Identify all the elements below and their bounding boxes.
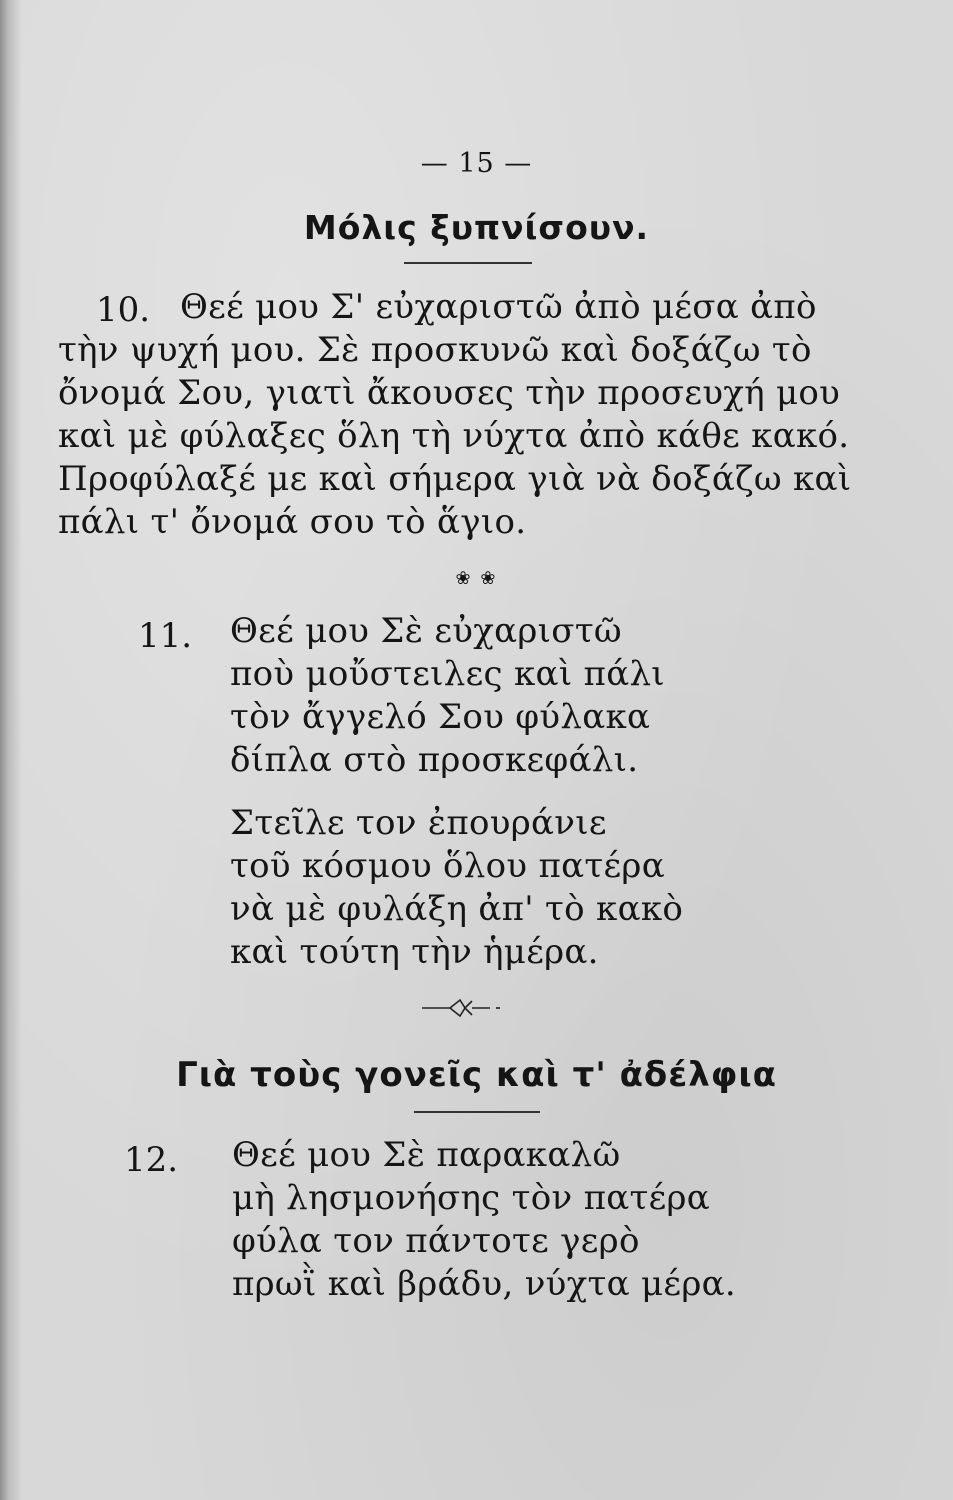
poem-11-line-7: νὰ μὲ φυλάξη ἀπ' τὸ κακὸ [230, 889, 684, 929]
paragraph-10-line-1: Θεέ μου Σ' εὐχαριστῶ ἀπὸ μέσα ἀπὸ [180, 287, 817, 327]
paragraph-10-line-6: πάλι τ' ὄνομά σου τὸ ἅγιο. [58, 502, 527, 542]
poem-11-line-8: καὶ τούτη τὴν ἡμέρα. [230, 932, 599, 972]
fleuron-ornament [420, 995, 510, 1021]
poem-12-line-1: Θεέ μου Σὲ παρακαλῶ [232, 1135, 621, 1175]
poem-12-line-4: πρωῒ καὶ βράδυ, νύχτα μέρα. [232, 1264, 736, 1304]
paragraph-10-line-5: Προφύλαξέ με καὶ σήμερα γιὰ νὰ δοξάζω καὶ [58, 459, 852, 499]
page-number: — 15 — [420, 148, 533, 179]
paragraph-10-line-3: ὄνομά Σου, γιατὶ ἄκουσες τὴν προσευχή μου [58, 373, 841, 413]
paragraph-number-12: 12. [124, 1140, 179, 1180]
poem-11-line-3: τὸν ἄγγελό Σου φύλακα [230, 697, 651, 737]
poem-11-line-2: ποὺ μοὔστειλες καὶ πάλι [230, 654, 665, 694]
poem-12-line-2: μὴ λησμονήσης τὸν πατέρα [232, 1178, 711, 1218]
poem-12-line-3: φύλα τον πάντοτε γερὸ [232, 1221, 640, 1261]
heading-rule [404, 262, 532, 264]
heading-rule [414, 1111, 540, 1113]
section-heading-parents: Γιὰ τοὺς γονεῖς καὶ τ' ἀδέλφια [176, 1055, 777, 1095]
poem-11-line-5: Στεῖλε τον ἐπουράνιε [230, 803, 607, 843]
paragraph-10-line-2: τὴν ψυχή μου. Σὲ προσκυνῶ καὶ δοξάζω τὸ [58, 330, 812, 370]
poem-11-line-6: τοῦ κόσμου ὅλου πατέρα [230, 846, 665, 886]
paragraph-number-10: 10. [96, 290, 151, 330]
poem-11-line-4: δίπλα στὸ προσκεφάλι. [230, 740, 639, 780]
section-heading-waking: Μόλις ξυπνίσουν. [303, 208, 650, 247]
paragraph-10-line-4: καὶ μὲ φύλαξες ὅλη τὴ νύχτα ἀπὸ κάθε κακό. [58, 416, 850, 456]
flower-separator: ❀ ❀ [455, 568, 498, 589]
paragraph-number-11: 11. [138, 616, 193, 656]
poem-11-line-1: Θεέ μου Σὲ εὐχαριστῶ [230, 611, 622, 651]
